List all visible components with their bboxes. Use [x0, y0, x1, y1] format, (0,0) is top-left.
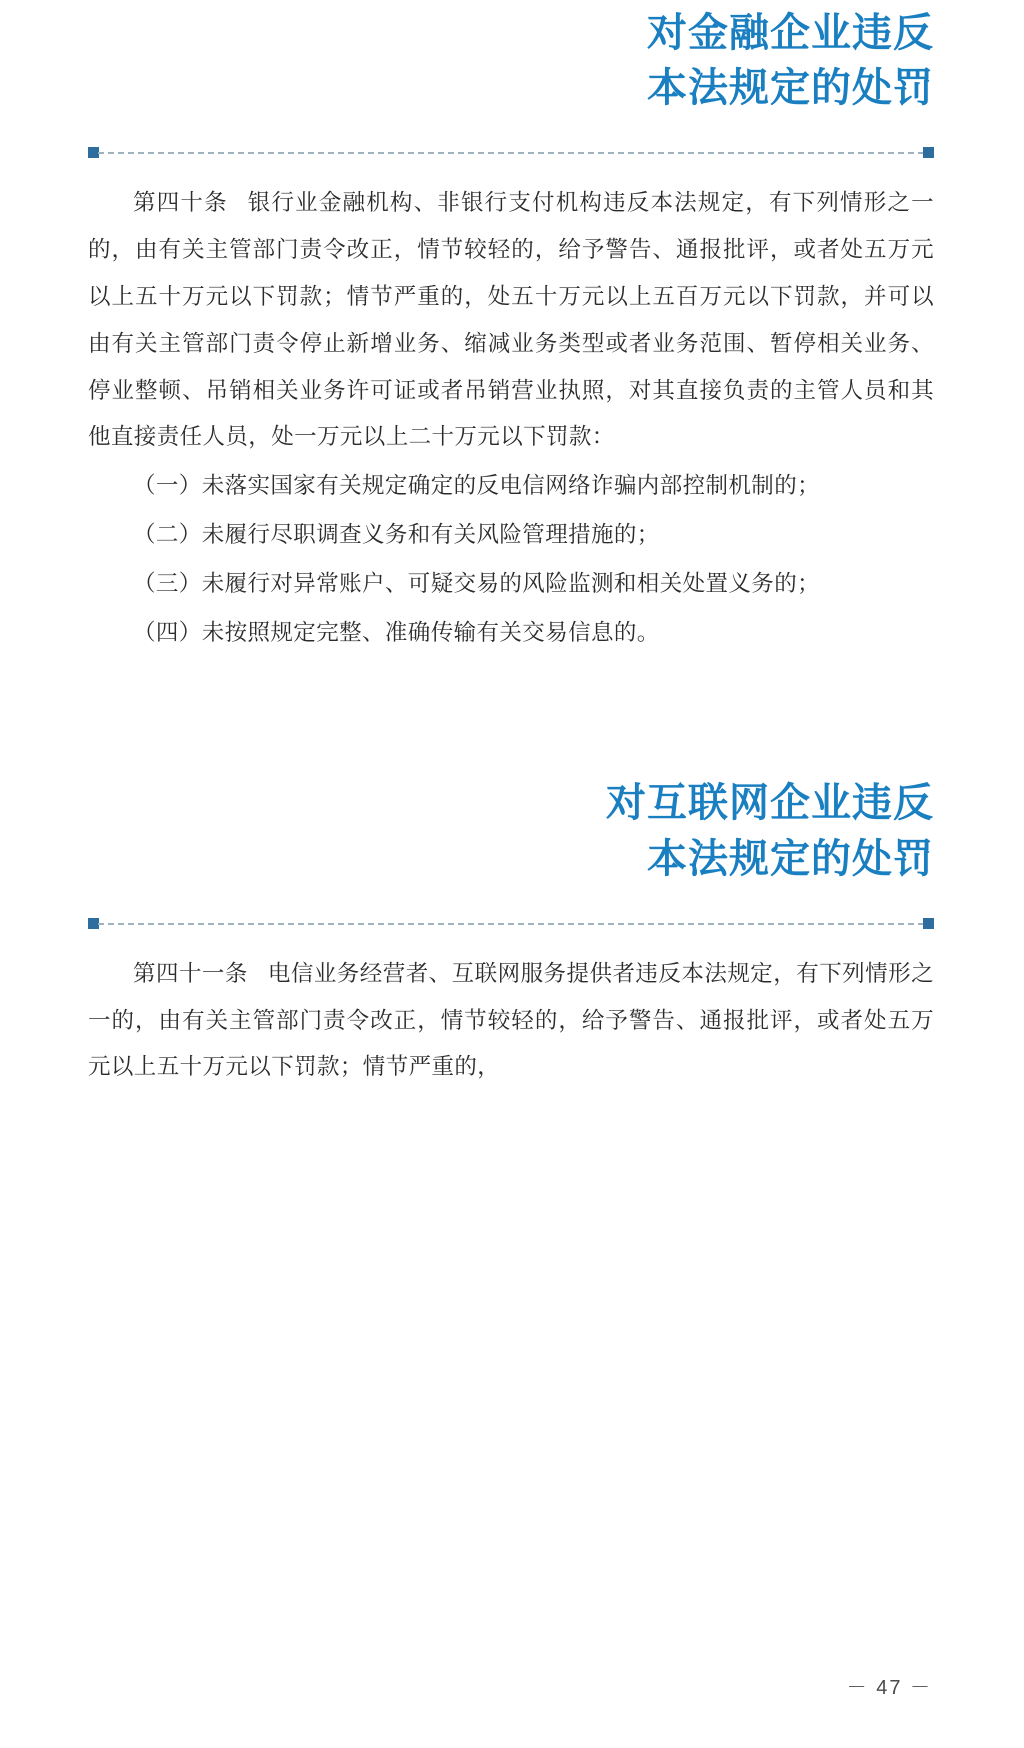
section-title-line-2: 本法规定的处罚 — [647, 836, 934, 881]
paragraph-item-2: （二）未履行尽职调查义务和有关风险管理措施的； — [133, 521, 660, 547]
section-title — [88, 770, 934, 886]
section-financial-penalties — [88, 0, 934, 656]
section-title-line-2: 本法规定的处罚 — [647, 66, 934, 111]
divider-cap-right — [923, 918, 934, 929]
section-divider — [88, 913, 934, 935]
paragraph-article-41 — [88, 951, 934, 1091]
article-label: 第四十条 — [133, 190, 228, 216]
paragraph-item-1: （一）未落实国家有关规定确定的反电信网络诈骗内部控制机制的； — [133, 473, 821, 499]
divider-cap-right — [923, 147, 934, 158]
paragraph-article-40 — [88, 180, 934, 461]
section-title-line-1: 对互联网企业违反 — [606, 781, 934, 826]
section-body — [88, 180, 934, 656]
section-internet-penalties — [88, 770, 934, 1091]
paragraph-item-3: （三）未履行对异常账户、可疑交易的风险监测和相关处置义务的； — [133, 570, 821, 596]
section-title — [88, 0, 934, 116]
divider-dashed-line — [98, 152, 924, 154]
section-spacer — [88, 658, 934, 770]
article-label: 第四十一条 — [133, 960, 248, 986]
paragraph-item-4: （四）未按照规定完整、准确传输有关交易信息的。 — [133, 619, 660, 645]
section-divider — [88, 142, 934, 164]
paragraph-text: 银行业金融机构、非银行支付机构违反本法规定，有下列情形之一的，由有关主管部门责令改正，情节较轻的，给予警告、通报批评，或者处五万元以上五十万元以下罚款；情节严重的，处五十万元以上五百万元以下罚款，并可以由有关主管部门责令停止新增业务、缩减业务类型或者业务范围、暂停相关业务、停业整顿、吊销相关业务许可证或者吊销营业执照，对其直接负责的主管人员和其他直接责任人员，处一万元以上二十万元以下罚款： — [88, 190, 934, 450]
page-number: － 47 － — [846, 1677, 932, 1699]
section-body — [88, 951, 934, 1091]
divider-dashed-line — [98, 923, 924, 925]
section-title-line-1: 对金融企业违反 — [647, 11, 934, 55]
paragraph-text: 电信业务经营者、互联网服务提供者违反本法规定，有下列情形之一的，由有关主管部门责令改正，情节较轻的，给予警告、通报批评，或者处五万元以上五十万元以下罚款；情节严重的， — [88, 960, 934, 1080]
